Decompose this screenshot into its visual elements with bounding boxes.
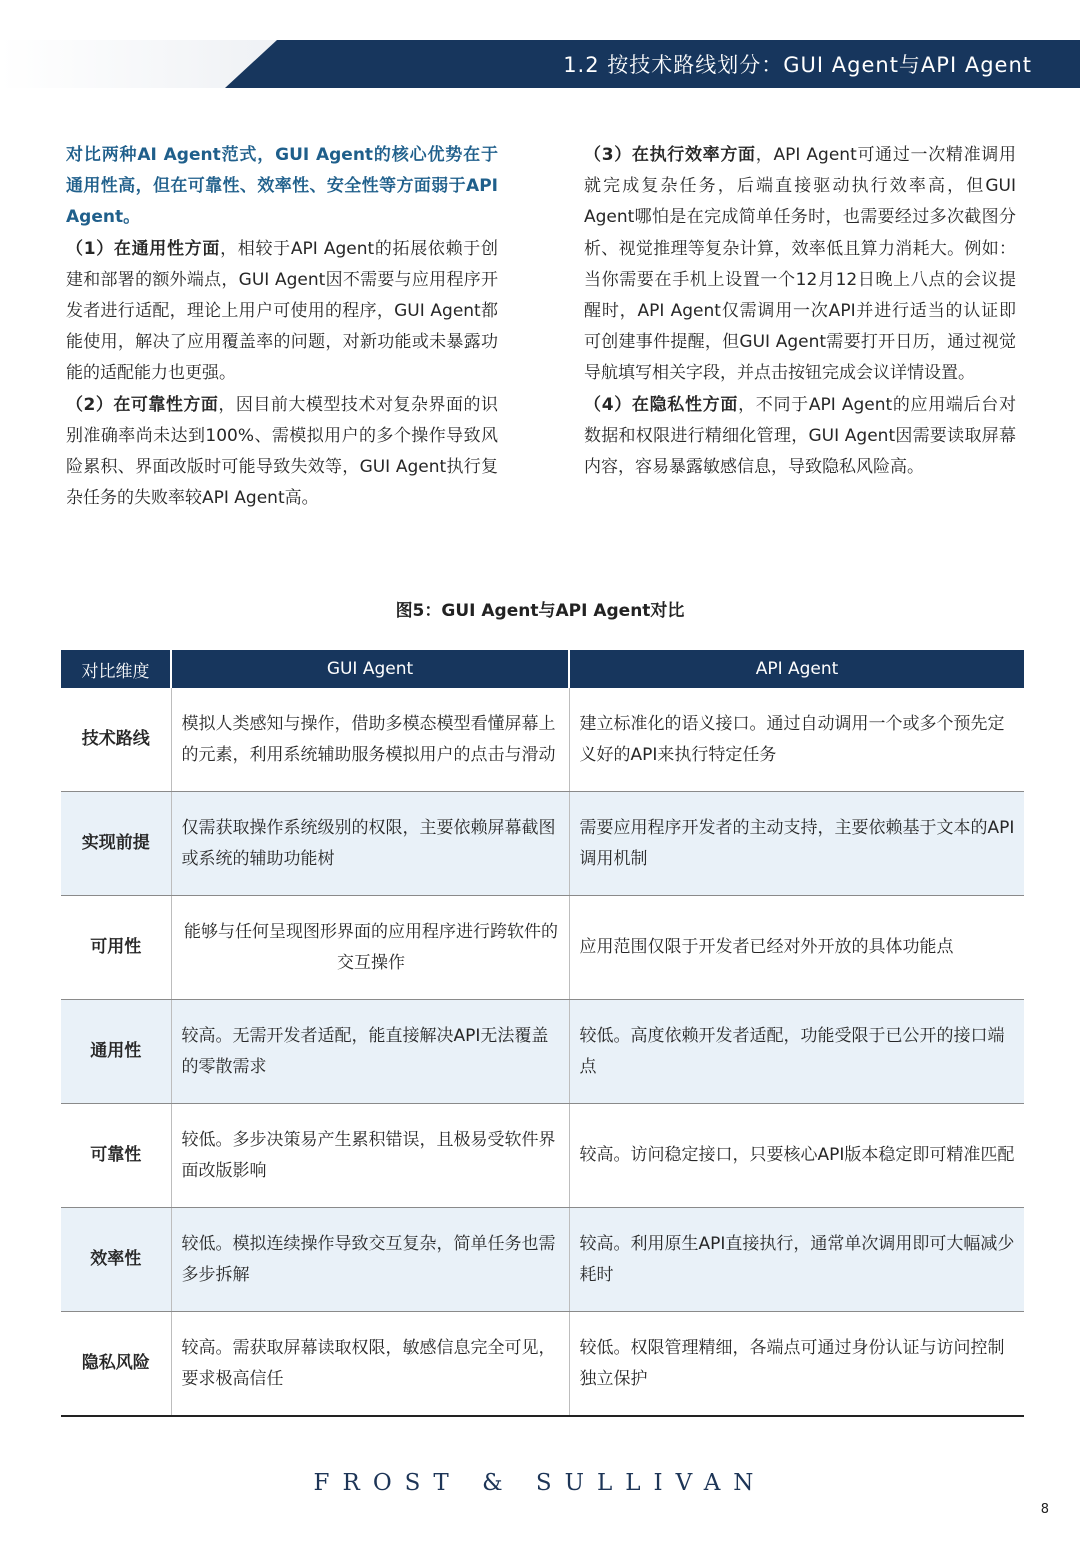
figure-caption: 图5：GUI Agent与API Agent对比 xyxy=(395,601,685,621)
paragraph-lead: （4）在隐私性方面 xyxy=(584,394,739,415)
header-api-agent: API Agent xyxy=(569,650,1024,688)
section-title: 1.2 按技术路线划分：GUI Agent与API Agent xyxy=(563,53,1032,77)
table-row xyxy=(61,792,1024,896)
api-cell: 较高。利用原生API直接执行，通常单次调用即可大幅减少耗时 xyxy=(569,1208,1024,1312)
paragraph-text: ，因目前大模型技术对复杂界面的识别准确率尚未达到100%、需模拟用户的多个操作导致风险累积、界面改版时可能导致失效等，GUI Agent执行复杂任务的失败率较API Agent高。 xyxy=(66,394,498,509)
dimension-cell: 可用性 xyxy=(61,896,171,1000)
table-row xyxy=(61,1312,1024,1417)
gui-cell: 较高。需获取屏幕读取权限，敏感信息完全可见，要求极高信任 xyxy=(171,1312,569,1417)
paragraph-efficiency xyxy=(584,140,1016,390)
api-cell: 需要应用程序开发者的主动支持，主要依赖基于文本的API调用机制 xyxy=(569,792,1024,896)
intro-summary: 对比两种AI Agent范式，GUI Agent的核心优势在于通用性高，但在可靠性、效率性、安全性等方面弱于API Agent。 xyxy=(66,145,498,228)
api-cell: 应用范围仅限于开发者已经对外开放的具体功能点 xyxy=(569,896,1024,1000)
dimension-cell: 可靠性 xyxy=(61,1104,171,1208)
paragraph-text: ，相较于API Agent的拓展依赖于创建和部署的额外端点，GUI Agent因不需要与应用程序开发者进行适配，理论上用户可使用的程序，GUI Agent都能使用，解决了应用覆盖率的问题，对新功能或未暴露功能的适配能力也更强。 xyxy=(66,238,498,384)
paragraph-privacy xyxy=(584,390,1016,484)
api-cell: 较高。访问稳定接口，只要核心API版本稳定即可精准匹配 xyxy=(569,1104,1024,1208)
paragraph-text: ，不同于API Agent的应用端后台对数据和权限进行精细化管理，GUI Agent因需要读取屏幕内容，容易暴露敏感信息，导致隐私风险高。 xyxy=(584,394,1016,478)
table-row xyxy=(61,896,1024,1000)
table-header-row xyxy=(61,650,1024,688)
gui-cell: 较低。多步决策易产生累积错误，且极易受软件界面改版影响 xyxy=(171,1104,569,1208)
paragraph-lead: （3）在执行效率方面 xyxy=(584,145,756,165)
dimension-cell: 隐私风险 xyxy=(61,1312,171,1417)
right-column xyxy=(584,140,1016,483)
paragraph-text: ，API Agent可通过一次精准调用就完成复杂任务，后端直接驱动执行效率高，但GUI Agent哪怕是在完成简单任务时，也需要经过多次截图分析、视觉推理等复杂计算，效率低且算力消耗大。例如：当你需要在手机上设置一个12月12日晚上八点的会议提醒时，API Agent仅需调用一次API并进行适当的认证即可创建事件提醒，但GUI Agent需要打开日历，通过视觉导航填写相关字段，并点击按钮完成会议详情设置。 xyxy=(584,145,1016,384)
dimension-cell: 通用性 xyxy=(61,1000,171,1104)
table-row xyxy=(61,1000,1024,1104)
header-dimension: 对比维度 xyxy=(61,650,171,688)
table-row xyxy=(61,688,1024,792)
page-number: 8 xyxy=(1040,1502,1049,1517)
table-row xyxy=(61,1104,1024,1208)
dimension-cell: 技术路线 xyxy=(61,688,171,792)
api-cell: 较低。高度依赖开发者适配，功能受限于已公开的接口端点 xyxy=(569,1000,1024,1104)
gui-cell: 较低。模拟连续操作导致交互复杂，简单任务也需多步拆解 xyxy=(171,1208,569,1312)
dimension-cell: 效率性 xyxy=(61,1208,171,1312)
paragraph-reliability xyxy=(66,390,498,515)
api-cell: 建立标准化的语义接口。通过自动调用一个或多个预先定义好的API来执行特定任务 xyxy=(569,688,1024,792)
gui-cell: 模拟人类感知与操作，借助多模态模型看懂屏幕上的元素，利用系统辅助服务模拟用户的点击与滑动 xyxy=(171,688,569,792)
table-row xyxy=(61,1208,1024,1312)
paragraph-generality xyxy=(66,234,498,390)
gui-cell: 能够与任何呈现图形界面的应用程序进行跨软件的交互操作 xyxy=(171,896,569,1000)
comparison-table xyxy=(61,650,1024,1417)
paragraph-lead: （2）在可靠性方面 xyxy=(66,394,219,415)
header-gui-agent: GUI Agent xyxy=(171,650,569,688)
gui-cell: 仅需获取操作系统级别的权限，主要依赖屏幕截图或系统的辅助功能树 xyxy=(171,792,569,896)
gui-cell: 较高。无需开发者适配，能直接解决API无法覆盖的零散需求 xyxy=(171,1000,569,1104)
dimension-cell: 实现前提 xyxy=(61,792,171,896)
frost-sullivan-logo: FROST & SULLIVAN xyxy=(313,1470,767,1496)
left-column xyxy=(66,140,498,514)
api-cell: 较低。权限管理精细，各端点可通过身份认证与访问控制独立保护 xyxy=(569,1312,1024,1417)
paragraph-lead: （1）在通用性方面 xyxy=(66,238,221,259)
